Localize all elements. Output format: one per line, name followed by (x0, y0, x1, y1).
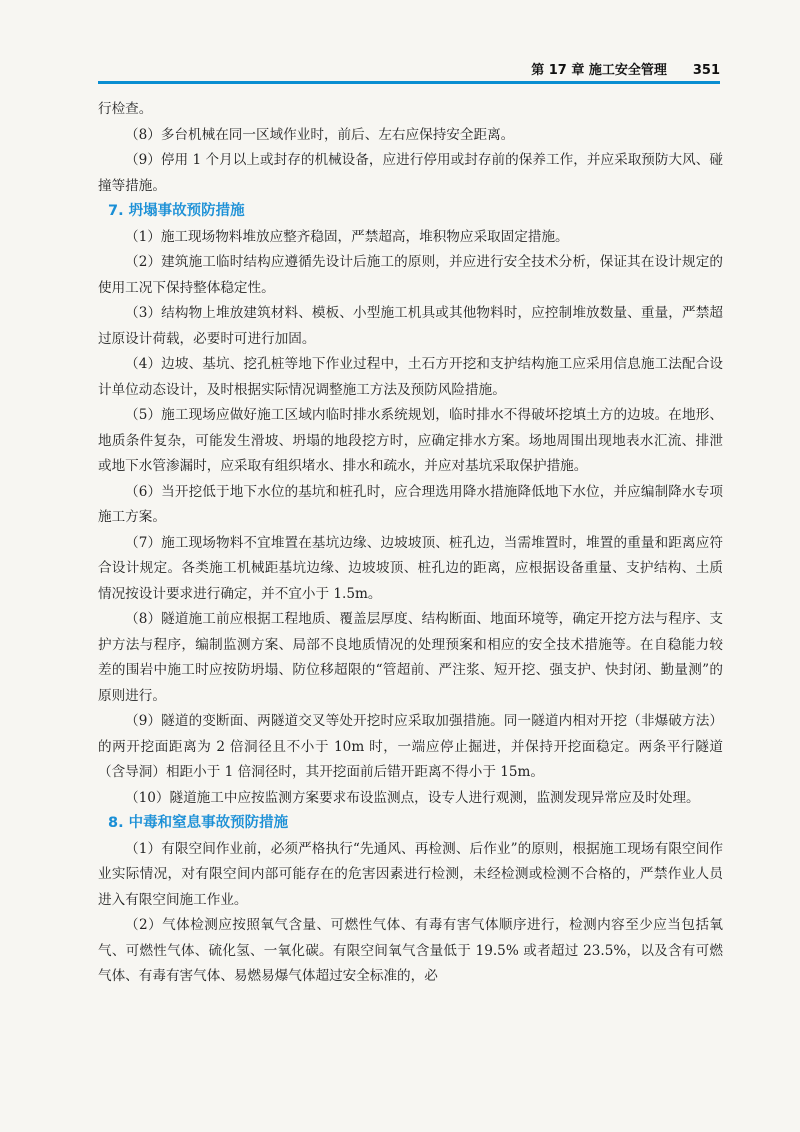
paragraph: （1）施工现场物料堆放应整齐稳固，严禁超高，堆积物应采取固定措施。 (125, 228, 569, 245)
paragraph: （2）气体检测应按照氧气含量、可燃性气体、有毒有害气体顺序进行，检测内容至少应当包括氧气、可燃性气体、硫化氢、一氧化碳。有限空间氧气含量低于 19.5% 或者超过 23.5%，以及含有可燃气体、有毒有害气体、易燃易爆气体超过安全标准的，必 (98, 917, 723, 984)
running-header (98, 58, 720, 84)
paragraph: （4）边坡、基坑、挖孔桩等地下作业过程中，土石方开挖和支护结构施工应采用信息施工法配合设计单位动态设计，及时根据实际情况调整施工方法及预防风险措施。 (98, 356, 723, 398)
paragraph: 行检查。 (98, 101, 153, 117)
paragraph: （9）隧道的变断面、两隧道交叉等处开挖时应采取加强措施。同一隧道内相对开挖（非爆破方法）的两开挖面距离为 2 倍洞径且不小于 10m 时，一端应停止掘进，并保持开挖面稳定。两条平行隧道（含导洞）相距小于 1 倍洞径时，其开挖面前后错开距离不得小于 15m。 (98, 713, 723, 780)
paragraph: （7）施工现场物料不宜堆置在基坑边缘、边坡坡顶、桩孔边，当需堆置时，堆置的重量和距离应符合设计规定。各类施工机械距基坑边缘、边坡坡顶、桩孔边的距离，应根据设备重量、支护结构、土质情况按设计要求进行确定，并不宜小于 1.5m。 (98, 534, 723, 602)
paragraph: （6）当开挖低于地下水位的基坑和桩孔时，应合理选用降水措施降低地下水位，并应编制降水专项施工方案。 (98, 483, 723, 525)
paragraph: （8）隧道施工前应根据工程地质、覆盖层厚度、结构断面、地面环境等，确定开挖方法与程序、支护方法与程序，编制监测方案、局部不良地质情况的处理预案和相应的安全技术措施等。在自稳能力较差的围岩中施工时应按防坍塌、防位移超限的“管超前、严注浆、短开挖、强支护、快封闭、勤量测”的原则进行。 (98, 611, 723, 704)
paragraph: （1）有限空间作业前，必须严格执行“先通风、再检测、后作业”的原则，根据施工现场有限空间作业实际情况，对有限空间内部可能存在的危害因素进行检测，未经检测或检测不合格的，严禁作业人员进入有限空间施工作业。 (98, 840, 723, 908)
paragraph: （9）停用 1 个月以上或封存的机械设备，应进行停用或封存前的保养工作，并应采取预防大风、碰撞等措施。 (98, 152, 723, 194)
paragraph: （5）施工现场应做好施工区域内临时排水系统规划，临时排水不得破坏挖填土方的边坡。在地形、地质条件复杂，可能发生滑坡、坍塌的地段挖方时，应确定排水方案。场地周围出现地表水汇流、排泄或地下水管渗漏时，应采取有组织堵水、排水和疏水，并应对基坑采取保护措施。 (98, 407, 723, 474)
page-body (98, 97, 723, 990)
paragraph: （2）建筑施工临时结构应遵循先设计后施工的原则，并应进行安全技术分析，保证其在设计规定的使用工况下保持整体稳定性。 (98, 254, 723, 296)
page-number: 351 (692, 63, 720, 78)
paragraph: （8）多台机械在同一区域作业时，前后、左右应保持安全距离。 (125, 126, 515, 143)
paragraph: （10）隧道施工中应按监测方案要求布设监测点，设专人进行观测，监测发现异常应及时处理。 (125, 789, 700, 806)
section-heading: 8. 中毒和窒息事故预防措施 (108, 815, 289, 831)
section-heading: 7. 坍塌事故预防措施 (108, 203, 245, 219)
paragraph: （3）结构物上堆放建筑材料、模板、小型施工机具或其他物料时，应控制堆放数量、重量，严禁超过原设计荷载，必要时可进行加固。 (98, 305, 723, 347)
chapter-title: 第 17 章 施工安全管理 (531, 63, 667, 78)
